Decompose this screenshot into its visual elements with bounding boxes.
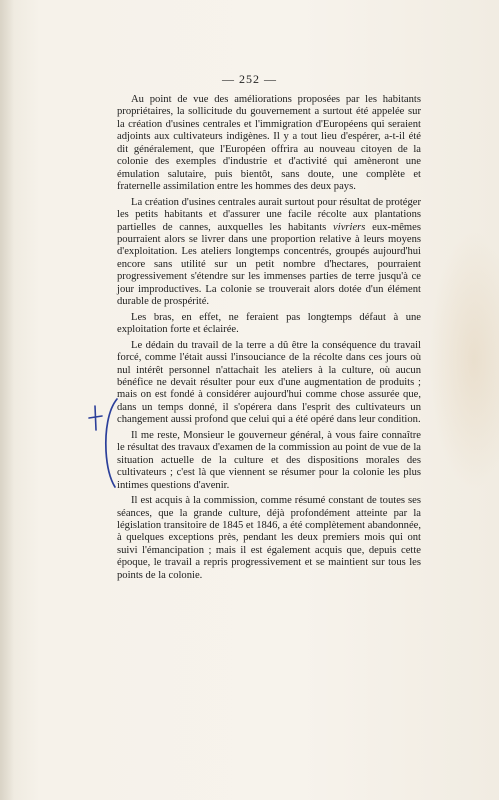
page-number: — 252 —	[222, 72, 277, 86]
paragraph: Le dédain du travail de la terre a dû être la conséquence du travail forcé, comme l'était aussi l'insouciance de la récolte dans ces jours où nul intérêt personnel n'attachait les ateliers à la culture, où aucun bénéfice ne devait résulter pour eux d'une augmentation de produits ; mais on est fondé à considérer aujourd'hui comme chose assurée que, dans un temps donné, il s'opérera dans l'esprit des cultivateurs un changement aussi profond que celui qui a été opéré dans leur condition.	[117, 339, 421, 426]
page-edge-shadow	[0, 0, 14, 800]
body-text	[117, 94, 421, 585]
paragraph: Les bras, en effet, ne feraient pas longtemps défaut à une exploitation forte et éclairée.	[117, 311, 421, 336]
paragraph: Il est acquis à la commission, comme résumé constant de toutes ses séances, que la grande culture, déjà profondément atteinte par la législation transitoire de 1845 et 1846, a été complètement abandonnée, à quelques exceptions près, pendant les deux premiers mois qui ont suivi l'émancipation ; mais il est également acquis que, depuis cette époque, le travail a repris progressivement et se maintient sur tous les points de la colonie.	[117, 495, 421, 581]
paper-stain	[429, 230, 499, 490]
paragraph: Il me reste, Monsieur le gouverneur général, à vous faire connaître le résultat des travaux d'examen de la commission au point de vue de la situation actuelle de la culture et des dispositions morales des cultivateurs ; c'est là que viennent se résumer pour la colonie les plus intimes questions d'avenir.	[117, 429, 421, 491]
paragraph: La création d'usines centrales aurait surtout pour résultat de protéger les petits habitants et d'assurer une facile récolte aux plantations partielles de cannes, auxquelles les habitants vivriers eux-mêmes pourraient alors se livrer dans une proportion relative à leurs moyens d'exploitation. Les ateliers longtemps concentrés, groupés aujourd'hui encore sans utilité sur un petit nombre d'hectares, pourraient progressivement s'étendre sur les immenses parties de terre jusqu'à ce jour improductives. La colonie se trouverait alors dotée d'un élément durable de prospérité.	[117, 196, 421, 308]
handwritten-annotation-icon	[84, 396, 124, 491]
paragraph: Au point de vue des améliorations proposées par les habitants propriétaires, la sollicitude du gouvernement a surtout été appelée sur la création d'usines centrales et l'immigration d'Européens qui seraient adjoints aux cultivateurs indigènes. Il y a tout lieu d'espérer, a-t-il été dit généralement, que l'Européen offrira au nouveau citoyen de la colonie des exemples d'industrie et d'activité qui amèneront une émulation salutaire, puis bientôt, sans doute, une complète et fraternelle assimilation entre les hommes des deux pays.	[117, 94, 421, 193]
